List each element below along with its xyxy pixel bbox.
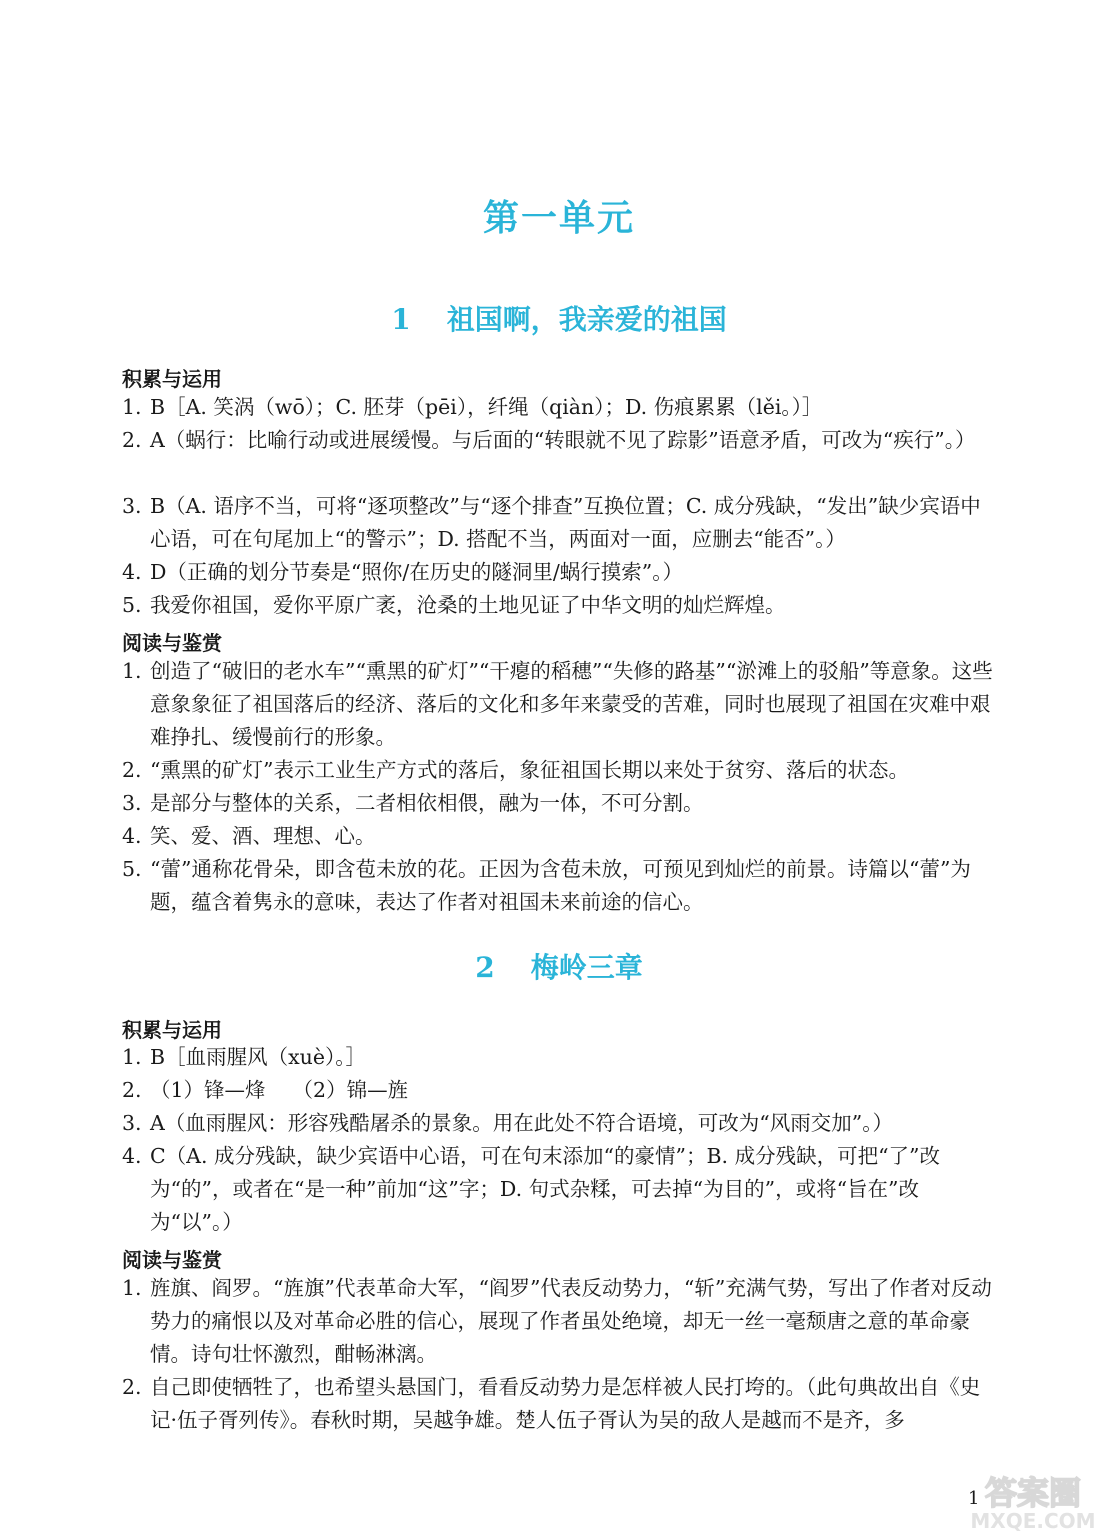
- section-heading: 积累与运用: [122, 367, 222, 391]
- item-number: 1.: [122, 659, 142, 683]
- item-text: 旌旗、阎罗。“旌旗”代表革命大军，“阎罗”代表反动势力，“斩”充满气势，写出了作者对反动势力的痛恨以及对革命必胜的信心，展现了作者虽处绝境，却无一丝一毫颓唐之意的革命豪情。诗句壮怀激烈，酣畅淋漓。: [150, 1276, 992, 1366]
- item-number: 2.: [122, 428, 142, 452]
- page-number: 1: [968, 1488, 980, 1509]
- item-number: 3.: [122, 494, 142, 518]
- item-number: 5.: [122, 593, 142, 617]
- item-text: A（蜗行：比喻行动或进展缓慢。与后面的“转眼就不见了踪影”语意矛盾，可改为“疾行”。）: [150, 428, 976, 452]
- answer-item: [122, 787, 997, 820]
- answer-item: [122, 490, 997, 556]
- watermark-line2: MXQE.COM: [970, 1509, 1096, 1532]
- answer-item: [122, 589, 997, 622]
- answer-item: [122, 424, 997, 457]
- item-text: B［血雨腥风（xuè）。］: [150, 1045, 366, 1069]
- unit-title: 第一单元: [482, 197, 635, 239]
- answer-item: [122, 754, 997, 787]
- item-number: 5.: [122, 857, 142, 881]
- item-number: 1.: [122, 395, 142, 419]
- item-text: B［A. 笑涡（wō）；C. 胚芽（pēi），纤绳（qiàn）；D. 伤痕累累（lěi。）］: [150, 395, 823, 419]
- item-text: “熏黑的矿灯”表示工业生产方式的落后，象征祖国长期以来处于贫穷、落后的状态。: [150, 758, 909, 782]
- answer-item: [122, 391, 997, 424]
- watermark-logo-icon: [958, 1470, 1108, 1532]
- watermark-line1: 答案圈: [984, 1474, 1082, 1512]
- lesson-title-text: 梅岭三章: [530, 951, 643, 984]
- lesson-title-text: 祖国啊，我亲爱的祖国: [446, 303, 727, 336]
- item-number: 1.: [122, 1045, 142, 1069]
- item-number: 2.: [122, 1078, 142, 1102]
- item-number: 4.: [122, 824, 142, 848]
- answer-item: [122, 1140, 997, 1239]
- answer-item: [122, 1371, 997, 1437]
- answer-item: [122, 820, 997, 853]
- answer-item: [122, 853, 997, 919]
- answer-item: [122, 1074, 997, 1107]
- answer-item: [122, 556, 997, 589]
- item-number: 3.: [122, 1111, 142, 1135]
- item-number: 2.: [122, 758, 142, 782]
- item-number: 3.: [122, 791, 142, 815]
- item-number: 1.: [122, 1276, 142, 1300]
- item-text: 是部分与整体的关系，二者相依相偎，融为一体，不可分割。: [150, 791, 704, 815]
- item-text: “蕾”通称花骨朵，即含苞未放的花。正因为含苞未放，可预见到灿烂的前景。诗篇以“蕾”为题，蕴含着隽永的意味，表达了作者对祖国未来前途的信心。: [150, 857, 971, 914]
- item-text: 我爱你祖国，爱你平原广袤，沧桑的土地见证了中华文明的灿烂辉煌。: [150, 593, 786, 617]
- answer-item: [122, 1272, 997, 1371]
- lesson-title-2: [0, 946, 1118, 986]
- section-heading: 阅读与鉴赏: [122, 1248, 222, 1272]
- item-number: 4.: [122, 560, 142, 584]
- item-text: A（血雨腥风：形容残酷屠杀的景象。用在此处不符合语境，可改为“风雨交加”。）: [150, 1111, 894, 1135]
- item-text: B（A. 语序不当，可将“逐项整改”与“逐个排查”互换位置；C. 成分残缺，“发出”缺少宾语中心语，可在句尾加上“的警示”；D. 搭配不当，两面对一面，应删去“能否”。）: [150, 494, 981, 551]
- answer-item: [122, 655, 997, 754]
- item-text: D（正确的划分节奏是“照你/在历史的隧洞里/蜗行摸索”。）: [150, 560, 683, 584]
- item-text: 自己即使牺牲了，也希望头悬国门，看看反动势力是怎样被人民打垮的。（此句典故出自《史记·伍子胥列传》。春秋时期，吴越争雄。楚人伍子胥认为吴的敌人是越而不是齐，多: [150, 1375, 981, 1432]
- item-text: C（A. 成分残缺，缺少宾语中心语，可在句末添加“的豪情”；B. 成分残缺，可把“了”改为“的”，或者在“是一种”前加“这”字；D. 句式杂糅，可去掉“为目的”，或将“旨在”改为“以”。）: [150, 1144, 941, 1234]
- item-text: （1）锋—烽 （2）锦—旌: [150, 1078, 409, 1102]
- item-number: 2.: [122, 1375, 142, 1399]
- item-number: 4.: [122, 1144, 142, 1168]
- lesson-number: 2: [475, 951, 495, 984]
- section-heading: 积累与运用: [122, 1018, 222, 1042]
- item-text: 笑、爱、酒、理想、心。: [150, 824, 376, 848]
- section-heading: 阅读与鉴赏: [122, 631, 222, 655]
- lesson-title-1: [0, 298, 1118, 338]
- answer-item: [122, 1041, 997, 1074]
- lesson-number: 1: [391, 303, 411, 336]
- answer-item: [122, 1107, 997, 1140]
- item-text: 创造了“破旧的老水车”“熏黑的矿灯”“干瘪的稻穗”“失修的路基”“淤滩上的驳船”等意象。这些意象象征了祖国落后的经济、落后的文化和多年来蒙受的苦难，同时也展现了祖国在灾难中艰难挣扎、缓慢前行的形象。: [150, 659, 993, 749]
